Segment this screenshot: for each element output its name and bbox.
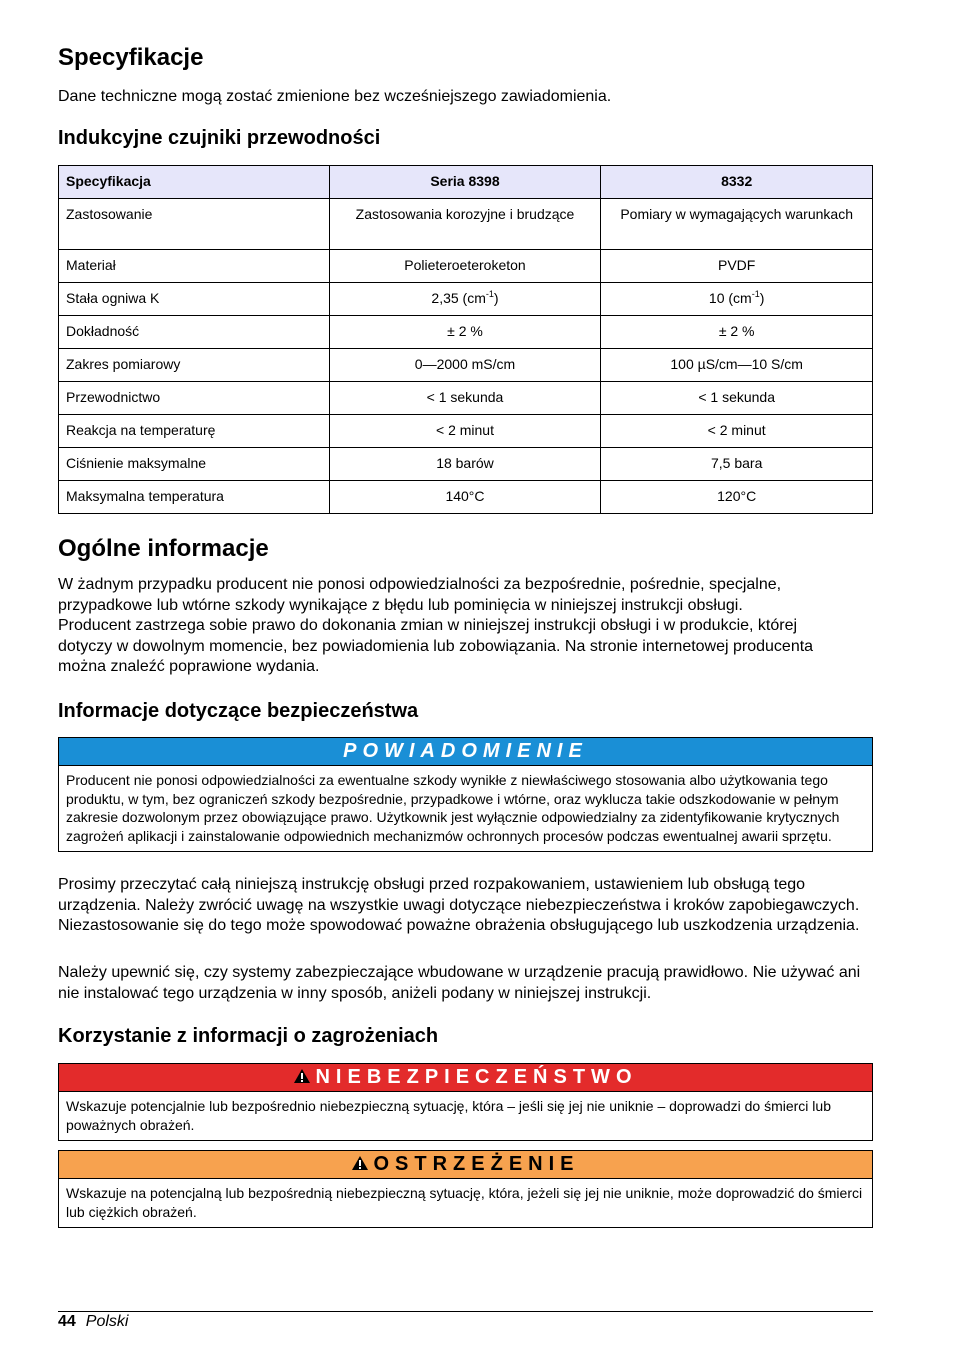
table-cell: 140°C	[329, 481, 601, 514]
table-cell: ± 2 %	[329, 316, 601, 349]
table-header-cell: Specyfikacja	[59, 166, 330, 199]
notice-text: Producent nie ponosi odpowiedzialności za ewentualne szkody wynikłe z niewłaściwego stosowania albo użytkowania tego produktu, w tym, bez ograniczeń szkody bezpośrednie, przypadkowe i wtórne, oraz wyklucza takie odszkodowanie w pełnym zakresie dozwolonym przez obowiązujące prawo. Użytkownik jest wyłącznie odpowiedzialny za zidentyfikowanie krytycznych zagrożeń aplikacji i zainstalowanie odpowiednich mechanizmów ochronnych procesów podczas ewentualnej awarii sprzętu.	[66, 772, 840, 844]
warning-label: OSTRZEŻENIE	[373, 1153, 580, 1175]
warning-text: Wskazuje na potencjalną lub bezpośrednią niebezpieczną sytuację, która, jeżeli się jej nie uniknie, może doprowadzić do śmierci lub ciężkich obrażeń.	[66, 1185, 863, 1220]
superscript: -1	[485, 289, 494, 299]
table-row	[59, 283, 873, 316]
table-row	[59, 316, 873, 349]
table-cell: < 2 minut	[601, 415, 873, 448]
table-cell: Polieteroeteroketon	[329, 250, 601, 283]
table-row	[59, 199, 873, 250]
close-paren: )	[759, 290, 765, 306]
general-paragraph: W żadnym przypadku producent nie ponosi odpowiedzialności za bezpośrednie, pośrednie, specjalne, przypadkowe lub wtórne szkody wynikające z błędu lub pominięcia w niniejszej instrukcji obsługi. Producent zastrzega sobie prawo do dokonania zmian w niniejszej instrukcji obsługi i w produkcie, której dotyczy w dowolnym momencie, bez powiadomienia lub zobowiązania. Na stronie internetowej producenta można znaleźć poprawione wydania.	[58, 576, 814, 675]
table-cell: < 2 minut	[329, 415, 601, 448]
table-cell: Maksymalna temperatura	[59, 481, 330, 514]
subsection-title-sensors: Indukcyjne czujniki przewodności	[58, 127, 381, 149]
danger-label: NIEBEZPIECZEŃSTWO	[315, 1066, 638, 1088]
table-row	[59, 481, 873, 514]
warning-header	[59, 1151, 872, 1179]
table-cell: 100 µS/cm—10 S/cm	[601, 349, 873, 382]
section-title-general: Ogólne informacje	[58, 535, 269, 562]
danger-box	[58, 1063, 873, 1141]
footer-language: Polski	[85, 1313, 129, 1330]
table-cell: Zakres pomiarowy	[59, 349, 330, 382]
table-cell: PVDF	[601, 250, 873, 283]
table-cell: Zastosowanie	[59, 199, 330, 250]
cell-constant-value: 10 (cm	[708, 290, 752, 306]
table-row	[59, 448, 873, 481]
table-cell: Przewodnictwo	[59, 382, 330, 415]
table-row	[59, 349, 873, 382]
table-header-cell: Seria 8398	[329, 166, 601, 199]
spec-intro-text: Dane techniczne mogą zostać zmienione bez wcześniejszego zawiadomienia.	[58, 88, 612, 105]
table-cell: Ciśnienie maksymalne	[59, 448, 330, 481]
table-row	[59, 250, 873, 283]
table-cell: 0—2000 mS/cm	[329, 349, 601, 382]
table-cell: Stała ogniwa K	[59, 283, 330, 316]
table-cell: Dokładność	[59, 316, 330, 349]
cell-constant-value: 2,35 (cm	[431, 290, 486, 306]
section-title-specifications: Specyfikacje	[58, 44, 204, 71]
footer-divider	[58, 1311, 873, 1312]
table-cell: Materiał	[59, 250, 330, 283]
close-paren: )	[493, 290, 499, 306]
table-cell: < 1 sekunda	[329, 382, 601, 415]
page-number: 44	[58, 1313, 76, 1330]
notice-label: POWIADOMIENIE	[59, 738, 872, 766]
page-footer	[58, 1313, 128, 1331]
table-cell: < 1 sekunda	[601, 382, 873, 415]
subsection-title-hazards: Korzystanie z informacji o zagrożeniach	[58, 1025, 439, 1047]
table-header-cell: 8332	[601, 166, 873, 199]
table-cell: Pomiary w wymagających warunkach	[601, 199, 873, 250]
table-row	[59, 382, 873, 415]
table-cell	[329, 283, 601, 316]
table-cell: 7,5 bara	[601, 448, 873, 481]
warning-triangle-icon	[293, 1068, 311, 1084]
table-row	[59, 415, 873, 448]
table-cell: ± 2 %	[601, 316, 873, 349]
danger-text: Wskazuje potencjalnie lub bezpośrednio niebezpieczną sytuację, która – jeśli się jej nie uniknie – doprowadzi do śmierci lub poważnych obrażeń.	[66, 1098, 831, 1133]
table-cell: Reakcja na temperaturę	[59, 415, 330, 448]
safety-paragraph-2: Należy upewnić się, czy systemy zabezpieczające wbudowane w urządzenie pracują prawidłowo. Nie używać ani nie instalować tego urządzenia w inny sposób, aniżeli podany w niniejszej instrukcji.	[58, 964, 861, 1002]
superscript: -1	[751, 289, 760, 299]
table-cell: 18 barów	[329, 448, 601, 481]
warning-triangle-icon	[351, 1155, 369, 1171]
warning-box	[58, 1150, 873, 1228]
safety-paragraph-1: Prosimy przeczytać całą niniejszą instrukcję obsługi przed rozpakowaniem, ustawieniem lub obsługą tego urządzenia. Należy zwrócić uwagę na wszystkie uwagi dotyczące niebezpieczeństwa i kroków zapobiegawczych. Niezastosowanie się do tego może spowodować poważne obrażenia obsługującego lub uszkodzenia urządzenia.	[58, 876, 860, 934]
table-header-row	[59, 166, 873, 199]
danger-header	[59, 1064, 872, 1092]
table-cell	[601, 283, 873, 316]
spec-table	[58, 165, 873, 514]
table-cell: 120°C	[601, 481, 873, 514]
table-cell: Zastosowania korozyjne i brudzące	[329, 199, 601, 250]
subsection-title-safety: Informacje dotyczące bezpieczeństwa	[58, 700, 419, 722]
notice-box	[58, 737, 873, 852]
